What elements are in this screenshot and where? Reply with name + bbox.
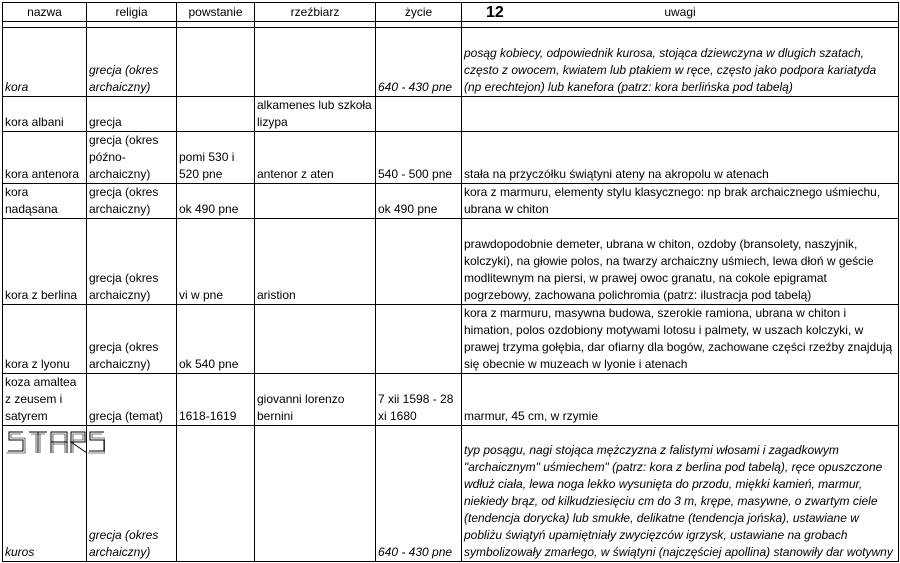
header-row — [3, 3, 899, 22]
cell-rzezbiarz: giovanni lorenzo bernini — [255, 374, 376, 426]
cell-nazwa: kora — [3, 28, 87, 97]
cell-zycie: 7 xii 1598 - 28 xi 1680 — [376, 374, 462, 426]
cell-religia: grecja (okres archaiczny) — [87, 184, 177, 219]
cell-religia: grecja (okres archaiczny) — [87, 219, 177, 305]
cell-rzezbiarz — [255, 28, 376, 97]
table-row — [3, 426, 899, 562]
cell-nazwa: kuros — [3, 426, 87, 562]
cell-powstanie: ok 490 pne — [177, 184, 255, 219]
cell-uwagi: stała na przyczółku świątyni ateny na akropolu w atenach — [462, 132, 899, 184]
header-uwagi: uwagi — [664, 5, 696, 19]
cell-uwagi: posąg kobiecy, odpowiednik kurosa, stojąca dziewczyna w dlugich szatach, często z owocem, kwiatem lub ptakiem w ręce, często jako podpora kariatyda (np erechtejon) lub kanefora (patrz: kora berlińska pod tabelą) — [462, 28, 899, 97]
table-row — [3, 132, 899, 184]
stars-logo — [5, 429, 105, 455]
page-number: 12 — [486, 3, 504, 21]
sculpture-table — [2, 2, 899, 562]
cell-rzezbiarz — [255, 305, 376, 374]
cell-zycie: ok 490 pne — [376, 184, 462, 219]
cell-rzezbiarz: antenor z aten — [255, 132, 376, 184]
cell-religia: grecja (temat) — [87, 374, 177, 426]
cell-zycie — [376, 219, 462, 305]
header-zycie: życie — [376, 3, 462, 22]
table-row — [3, 97, 899, 132]
cell-religia: grecja (okres późno-archaiczny) — [87, 132, 177, 184]
header-nazwa: nazwa — [3, 3, 87, 22]
cell-powstanie — [177, 426, 255, 562]
cell-zycie: 640 - 430 pne — [376, 426, 462, 562]
cell-religia: grecja — [87, 97, 177, 132]
cell-uwagi — [462, 97, 899, 132]
cell-nazwa: koza amaltea z zeusem i satyrem — [3, 374, 87, 426]
cell-nazwa: kora z lyonu — [3, 305, 87, 374]
cell-zycie: 640 - 430 pne — [376, 28, 462, 97]
cell-uwagi: marmur, 45 cm, w rzymie — [462, 374, 899, 426]
cell-rzezbiarz — [255, 426, 376, 562]
table-row — [3, 219, 899, 305]
cell-uwagi: typ posągu, nagi stojąca mężczyzna z falistymi włosami i zagadkowym "archaicznym" uśmiechem" (patrz: kora z berlina pod tabelą), ręce opuszczone wdłuż ciała, lewa noga lekko wysunięta do przodu, miękki kamień, marmur, niekiedy brąz, od kilkudziesięciu cm do 3 m, krępe, masywne, o zwartym ciele (tendencja dorycka) lub smukłe, delikatne (tendencja jońska), ustawiane w pobliżu świątyń upamiętniały zwycięzców igrzysk, ustawiane na grobach symbolizowały zmarłego, w świątyni (najczęściej apollina) stanowiły dar wotywny — [462, 426, 899, 562]
cell-powstanie: vi w pne — [177, 219, 255, 305]
cell-powstanie — [177, 97, 255, 132]
cell-nazwa: kora nadąsana — [3, 184, 87, 219]
cell-powstanie: 1618-1619 — [177, 374, 255, 426]
header-religia: religia — [87, 3, 177, 22]
cell-rzezbiarz: aristion — [255, 219, 376, 305]
cell-nazwa: kora albani — [3, 97, 87, 132]
cell-rzezbiarz: alkamenes lub szkoła lizypa — [255, 97, 376, 132]
cell-powstanie: ok 540 pne — [177, 305, 255, 374]
cell-rzezbiarz — [255, 184, 376, 219]
cell-powstanie: pomi 530 i 520 pne — [177, 132, 255, 184]
header-powstanie: powstanie — [177, 3, 255, 22]
cell-uwagi: prawdopodobnie demeter, ubrana w chiton, ozdoby (bransolety, naszyjnik, kolczyki), na głowie polos, na twarzy archaiczny uśmiech, lewa dłoń w geście modlitewnym na piersi, w prawej owoc granatu, na cokole epigramat pogrzebowy, zachowana polichromia (patrz: ilustracja pod tabelą) — [462, 219, 899, 305]
cell-religia: grecja (okres archaiczny) — [87, 28, 177, 97]
cell-powstanie — [177, 28, 255, 97]
header-rzezbiarz: rzeźbiarz — [255, 3, 376, 22]
cell-zycie: 540 - 500 pne — [376, 132, 462, 184]
cell-nazwa: kora antenora — [3, 132, 87, 184]
cell-religia: grecja (okres archaiczny) — [87, 426, 177, 562]
table-row — [3, 374, 899, 426]
cell-nazwa: kora z berlina — [3, 219, 87, 305]
cell-zycie — [376, 305, 462, 374]
table-row — [3, 305, 899, 374]
table-row — [3, 184, 899, 219]
header-uwagi-cell — [462, 3, 899, 22]
table-row — [3, 28, 899, 97]
cell-zycie — [376, 97, 462, 132]
cell-uwagi: kora z marmuru, elementy stylu klasycznego: np brak archaicznego uśmiechu, ubrana w chiton — [462, 184, 899, 219]
cell-uwagi: kora z marmuru, masywna budowa, szerokie ramiona, ubrana w chiton i himation, polos ozdobiony motywami lotosu i palmety, w uszach kolczyki, w prawej trzyma gołębia, dar ofiarny dla bogów, zachowane części rzeźby znajdują się obecnie w muzeach w lyonie i atenach — [462, 305, 899, 374]
cell-religia: grecja (okres archaiczny) — [87, 305, 177, 374]
